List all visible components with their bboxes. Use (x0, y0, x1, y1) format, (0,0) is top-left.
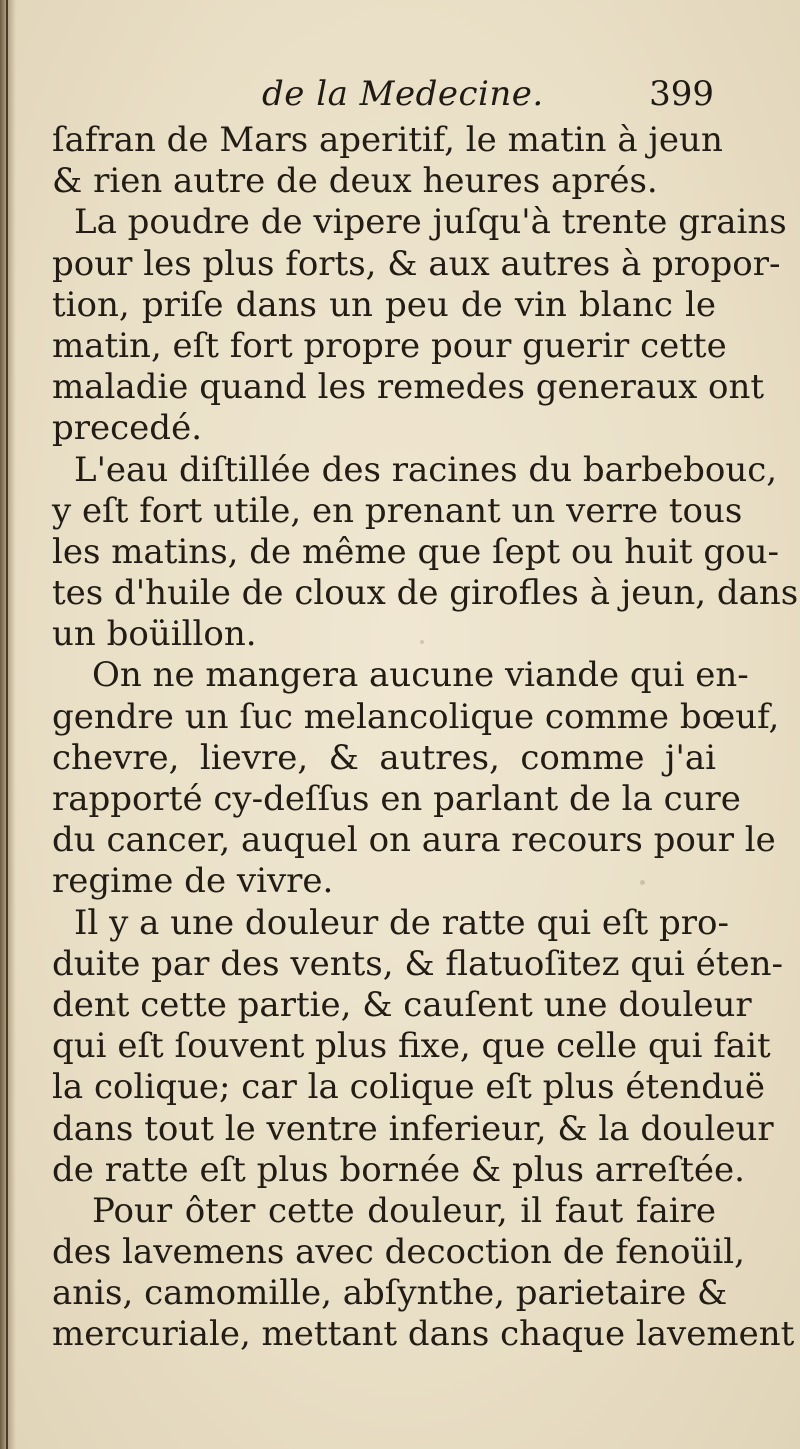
paper-speck (110, 1010, 116, 1016)
gutter-edge (6, 0, 8, 1449)
body-text (52, 120, 799, 1356)
page-number: 399 (649, 74, 714, 114)
paper-speck (640, 880, 645, 885)
text-line: qui eſt ſouvent plus fixe, que celle qui fait (52, 1026, 771, 1067)
text-line: precedé. (52, 408, 202, 449)
text-line: ſafran de Mars aperitif, le matin à jeun (52, 120, 723, 160)
text-line: des lavemens avec decoction de fenoüil, (52, 1232, 745, 1273)
text-line: regime de vivre. (52, 861, 334, 902)
text-line: du cancer, auquel on aura recours pour le (52, 820, 776, 861)
text-line: On ne mangera aucune viande qui en- (92, 655, 749, 696)
text-line: tion, priſe dans un peu de vin blanc le (52, 284, 716, 325)
text-line: matin, eſt fort propre pour guerir cette (52, 325, 727, 366)
text-line: un boüillon. (52, 614, 257, 655)
text-line: & rien autre de deux heures aprés. (52, 161, 658, 202)
text-line: maladie quand les remedes generaux ont (52, 367, 765, 408)
text-line: chevre, lievre, & autres, comme j'ai (52, 737, 716, 778)
running-title: de la Medecine. (262, 74, 544, 114)
paper-speck (420, 640, 424, 644)
text-line: Il y a une douleur de ratte qui eſt pro- (74, 902, 729, 943)
text-line: de ratte eſt plus bornée & plus arreſtée. (52, 1149, 745, 1190)
text-line: gendre un ſuc melancolique comme bœuf, (52, 696, 780, 737)
text-line: la colique; car la colique eſt plus étenduë (52, 1067, 765, 1108)
text-line: duite par des vents, & flatuoſitez qui éten- (52, 943, 783, 984)
text-line: L'eau diſtillée des racines du barbebouc, (74, 449, 778, 490)
text-line: dans tout le ventre inferieur, & la douleur (52, 1108, 774, 1149)
text-line: pour les plus forts, & aux autres à propor- (52, 243, 781, 284)
paper-speck (300, 1340, 305, 1345)
text-line: y eſt fort utile, en prenant un verre tous (52, 490, 743, 531)
text-line: tes d'huile de cloux de girofles à jeun, dans (52, 573, 799, 614)
text-line: mercuriale, mettant dans chaque lavement (52, 1314, 795, 1355)
text-line: Pour ôter cette douleur, il faut faire (92, 1190, 716, 1231)
text-line: dent cette partie, & cauſent une douleur (52, 984, 752, 1025)
text-line: anis, camomille, abſynthe, parietaire & (52, 1273, 728, 1314)
text-line: les matins, de même que ſept ou huit gou- (52, 531, 779, 572)
gutter-shadow (0, 0, 16, 1449)
text-line: La poudre de vipere juſqu'à trente grains (74, 202, 787, 243)
page-header (60, 72, 720, 122)
text-line: rapporté cy-deſſus en parlant de la cure (52, 779, 741, 819)
